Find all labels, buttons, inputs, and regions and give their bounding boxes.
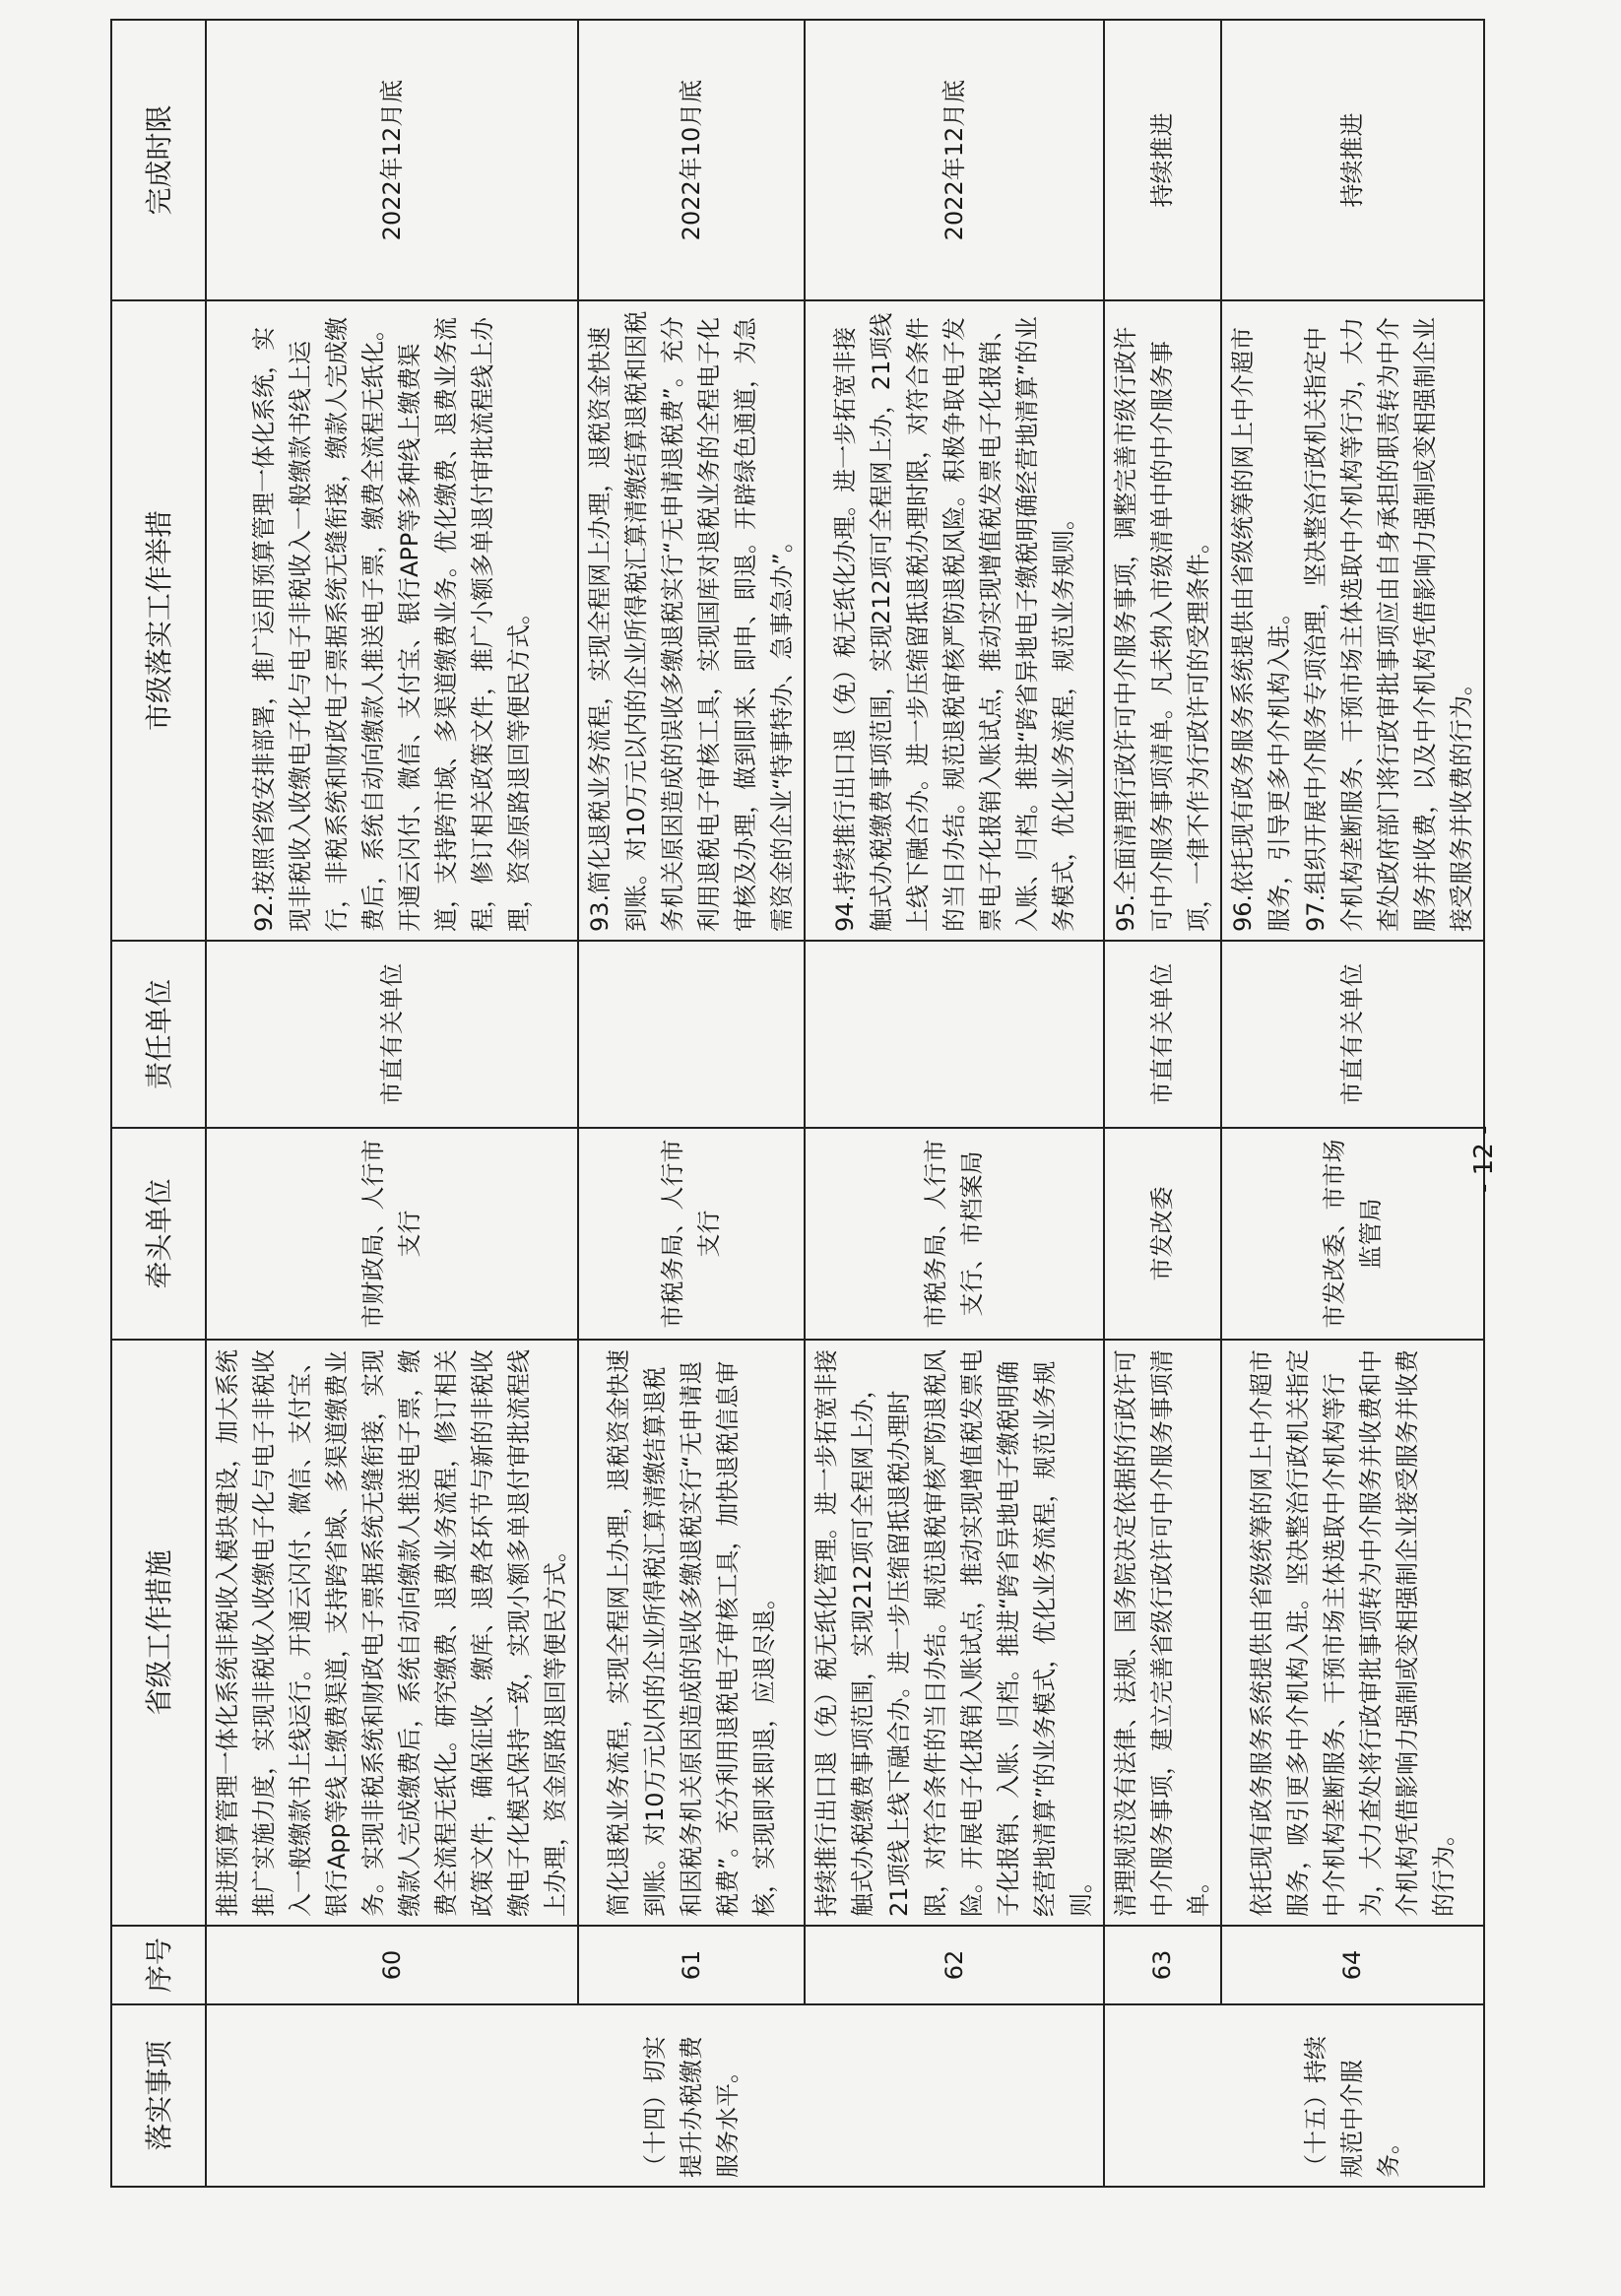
row-no: 63	[1104, 1926, 1221, 2004]
row-no: 64	[1221, 1926, 1484, 2004]
row-deadline: 2022年10月底	[578, 20, 805, 300]
row-resp: 市直有关单位	[1221, 941, 1484, 1128]
row-lead: 市财政局、人行市支行	[206, 1128, 578, 1340]
row-resp	[805, 941, 1104, 1128]
row-resp: 市直有关单位	[206, 941, 578, 1128]
col-header-provincial: 省级工作措施	[111, 1340, 206, 1926]
table-row	[805, 20, 1104, 2187]
row-provincial: 简化退税业务流程，实现全程网上办理，退税资金快速到账。对10万元以内的企业所得税汇算清缴结算退税和因税务机关原因造成的误收多缴退税实行“无申请退税费”。充分利用退税电子审核工具，加快退税信息审核，实现即来即退，应退尽退。	[578, 1340, 805, 1926]
row-resp: 市直有关单位	[1104, 941, 1221, 1128]
row-resp	[578, 941, 805, 1128]
row-deadline: 持续推进	[1221, 20, 1484, 300]
row-provincial: 清理规范没有法律、法规、国务院决定依据的行政许可中介服务事项，建立完善省级行政许可中介服务事项清单。	[1104, 1340, 1221, 1926]
col-header-deadline: 完成时限	[111, 20, 206, 300]
row-provincial: 依托现有政务服务系统提供由省级统筹的网上中介超市服务，吸引更多中介机构入驻。坚决整治行政机关指定中介机构垄断服务、干预市场主体选取中介机构等行为，大力查处将行政审批事项转为中介服务并收费和中介机构凭借影响力强制或变相强制企业接受服务并收费的行为。	[1221, 1340, 1484, 1926]
row-city: 92.按照省级安排部署，推广运用预算管理一体化系统，实现非税收入收缴电子化与电子非税收入一般缴款书线上运行，非税系统和财政电子票据系统无缝衔接，缴款人完成缴费后，系统自动向缴款人推送电子票，缴费全流程无纸化。开通云闪付、微信、支付宝、银行APP等多种线上缴费渠道，支持跨市域、多渠道缴费业务。优化缴费、退费业务流程，修订相关政策文件，推广小额多单退付审批流程线上办理，资金原路退回等便民方式。	[206, 300, 578, 941]
col-header-city: 市级落实工作举措	[111, 300, 206, 941]
row-item: （十五）持续规范中介服务。	[1221, 2004, 1484, 2187]
row-item: （十四）切实提升办税缴费服务水平。	[578, 2004, 805, 2187]
row-lead: 市税务局、人行市支行	[578, 1128, 805, 1340]
row-deadline: 2022年12月底	[206, 20, 578, 300]
table-row	[1104, 20, 1221, 2187]
col-header-item: 落实事项	[111, 2004, 206, 2187]
table-row	[206, 20, 578, 2187]
col-header-no: 序号	[111, 1926, 206, 2004]
row-deadline: 持续推进	[1104, 20, 1221, 300]
table-row	[578, 20, 805, 2187]
page-number: - 12 -	[1469, 1125, 1499, 1193]
row-city: 93.简化退税业务流程，实现全程网上办理，退税资金快速到账。对10万元以内的企业所得税汇算清缴结算退税和因税务机关原因造成的误收多缴退税实行“无申请退税费”。充分利用退税电子审核工具，实现国库对退税业务的全程电子化审核及办理，做到即来、即申、即退。开辟绿色通道，为急需资金的企业“特事特办、急事急办”。	[578, 300, 805, 941]
row-lead: 市税务局、人行市支行、市档案局	[805, 1128, 1104, 1340]
row-deadline: 2022年12月底	[805, 20, 1104, 300]
row-no: 61	[578, 1926, 805, 2004]
table-row	[1221, 20, 1484, 2187]
row-no: 60	[206, 1926, 578, 2004]
row-provincial: 持续推行出口退（免）税无纸化管理。进一步拓宽非接触式办税缴费事项范围，实现212项可全程网上办，21项线上线下融合办。进一步压缩留抵退税办理时限，对符合条件的当日办结。规范退税审核严防退税风险。开展电子化报销入账试点，推动实现增值税发票电子化报销、入账、归档。推进“跨省异地电子缴税明确经营地清算”的业务模式，优化业务流程，规范业务规则。	[805, 1340, 1104, 1926]
row-city: 94.持续推行出口退（免）税无纸化办理。进一步拓宽非接触式办税缴费事项范围，实现212项可全程网上办，21项线上线下融合办。进一步压缩留抵退税办理时限，对符合条件的当日办结。规范退税审核严防退税风险。积极争取电子发票电子化报销入账试点，推动实现增值税发票电子化报销、入账、归档。推进“跨省异地电子缴税明确经营地清算”的业务模式，优化业务流程，规范业务规则。	[805, 300, 1104, 941]
row-item	[1104, 2004, 1221, 2187]
task-table	[110, 19, 1485, 2188]
row-no: 62	[805, 1926, 1104, 2004]
row-item	[206, 2004, 578, 2187]
header-row	[111, 20, 206, 2187]
row-provincial: 推进预算管理一体化系统非税收入模块建设，加大系统推广实施力度，实现非税收入收缴电子化与电子非税收入一般缴款书上线运行。开通云闪付、微信、支付宝、银行App等线上缴费渠道，支持跨省域、多渠道缴费业务。实现非税系统和财政电子票据系统无缝衔接，实现缴款人完成缴费后，系统自动向缴款人推送电子票，缴费全流程无纸化。研究缴费、退费业务流程，修订相关政策文件，确保征收、缴库、退费各环节与新的非税收缴电子化模式保持一致，实现小额多单退付审批流程线上办理，资金原路退回等便民方式。	[206, 1340, 578, 1926]
row-item	[805, 2004, 1104, 2187]
col-header-lead: 牵头单位	[111, 1128, 206, 1340]
row-city: 95.全面清理行政许可中介服务事项，调整完善市级行政许可中介服务事项清单。凡未纳入市级清单中的中介服务事项，一律不作为行政许可的受理条件。	[1104, 300, 1221, 941]
row-lead: 市发改委	[1104, 1128, 1221, 1340]
row-city: 96.依托现有政务服务系统提供由省级统筹的网上中介超市服务，引导更多中介机构入驻。 97.组织开展中介服务专项治理，坚决整治行政机关指定中介机构垄断服务、干预市场主体选取中介机构等行为，大力查处政府部门将行政审批事项应由自身承担的职责转为中介服务并收费，以及中介机构凭借影响力强制或变相强制企业接受服务并收费的行为。	[1221, 300, 1484, 941]
row-lead: 市发改委、市市场监管局	[1221, 1128, 1484, 1340]
col-header-resp: 责任单位	[111, 941, 206, 1128]
